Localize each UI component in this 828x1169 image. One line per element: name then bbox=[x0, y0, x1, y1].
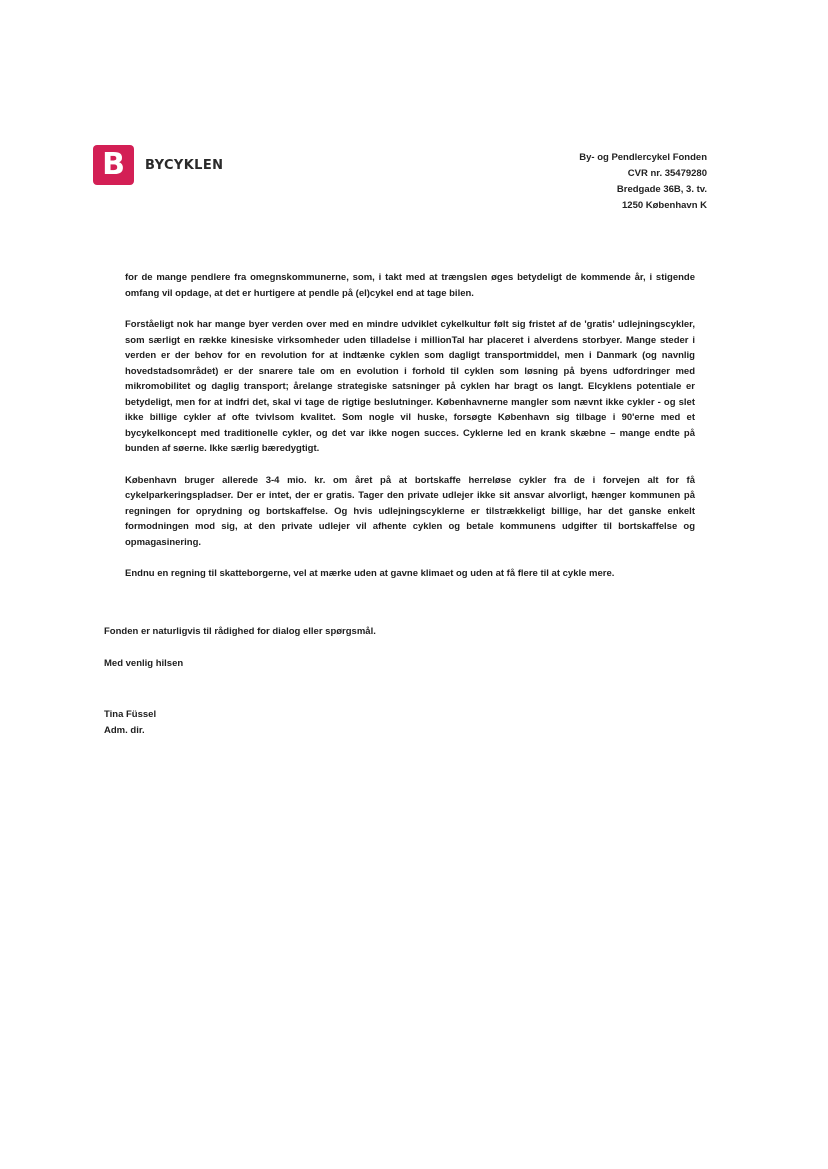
logo-letter: B bbox=[102, 147, 125, 182]
body-paragraph: Forståeligt nok har mange byer verden over med en mindre udviklet cykelkultur følt sig fristet af de 'gratis' udlejningscykler, som særligt en række kinesiske virksomheder uden tilladelse i millionTal har placeret i alverdens storbyer. Mange steder i verden er der behov for en revolution for at indtænke cyklen som dagligt transportmiddel, men i Danmark (og navnlig hovedstadsområdet) er der snarere tale om en evolution i forhold til cyklen som løsning på byens udfordringer med mikromobilitet og daglig transport; årelange strategiske satsninger på cyklen har bragt os langt. Elcyklens potentiale er betydeligt, men for at indfri det, skal vi tage de rigtige beslutninger. Københavnerne mangler som nævnt ikke cykler - og slet ikke billige cykler af ofte tvivlsom kvalitet. Som nogle vil huske, forsøgte København sig tilbage i 90'erne med et bycykelkoncept med traditionelle cykler, og det var ikke nogen succes. Cyklerne led en krank skæbne – mange endte på bunden af søerne. Ikke særlig bæredygtigt. bbox=[125, 319, 695, 454]
body-paragraph: Endnu en regning til skatteborgerne, vel at mærke uden at gavne klimaet og uden at få flere til at cykle mere. bbox=[125, 568, 615, 579]
letter-body bbox=[125, 270, 695, 598]
bycyklen-logo bbox=[93, 145, 223, 185]
greeting: Med venlig hilsen bbox=[104, 658, 184, 669]
body-paragraph: København bruger allerede 3-4 mio. kr. om året på at bortskaffe herreløse cykler fra de i forvejen alt for få cykelparkeringspladser. Der er intet, der er gratis. Tager den private udlejer ikke sit ansvar alvorligt, hænger kommunen på regningen for oprydning og bortskaffelse. Og hvis udlejningscyklerne er tilstrækkeligt billige, har det ganske enkelt formodningen mod sig, at den private udlejer vil afhente cyklen og betale kommunens udgifter til bortskaffelse og opmagasinering. bbox=[125, 474, 695, 548]
sender-address bbox=[579, 150, 707, 214]
dialog-offer: Fonden er naturligvis til rådighed for dialog eller spørgsmål. bbox=[104, 626, 376, 637]
sender-cvr: CVR nr. 35479280 bbox=[627, 168, 707, 179]
logo-mark-icon bbox=[93, 145, 134, 185]
body-paragraph: for de mange pendlere fra omegnskommunerne, som, i takt med at trængslen øges betydeligt de kommende år, i stigende omfang vil opdage, at det er hurtigere at pendle på (el)cykel end at tage bilen. bbox=[125, 272, 695, 299]
signatory-title: Adm. dir. bbox=[104, 725, 145, 736]
sender-name: By- og Pendlercykel Fonden bbox=[579, 152, 707, 163]
sender-street: Bredgade 36B, 3. tv. bbox=[616, 184, 707, 195]
signatory-name: Tina Füssel bbox=[104, 709, 157, 720]
sender-city: 1250 København K bbox=[622, 200, 707, 211]
logo-text: BYCYKLEN bbox=[145, 157, 224, 173]
